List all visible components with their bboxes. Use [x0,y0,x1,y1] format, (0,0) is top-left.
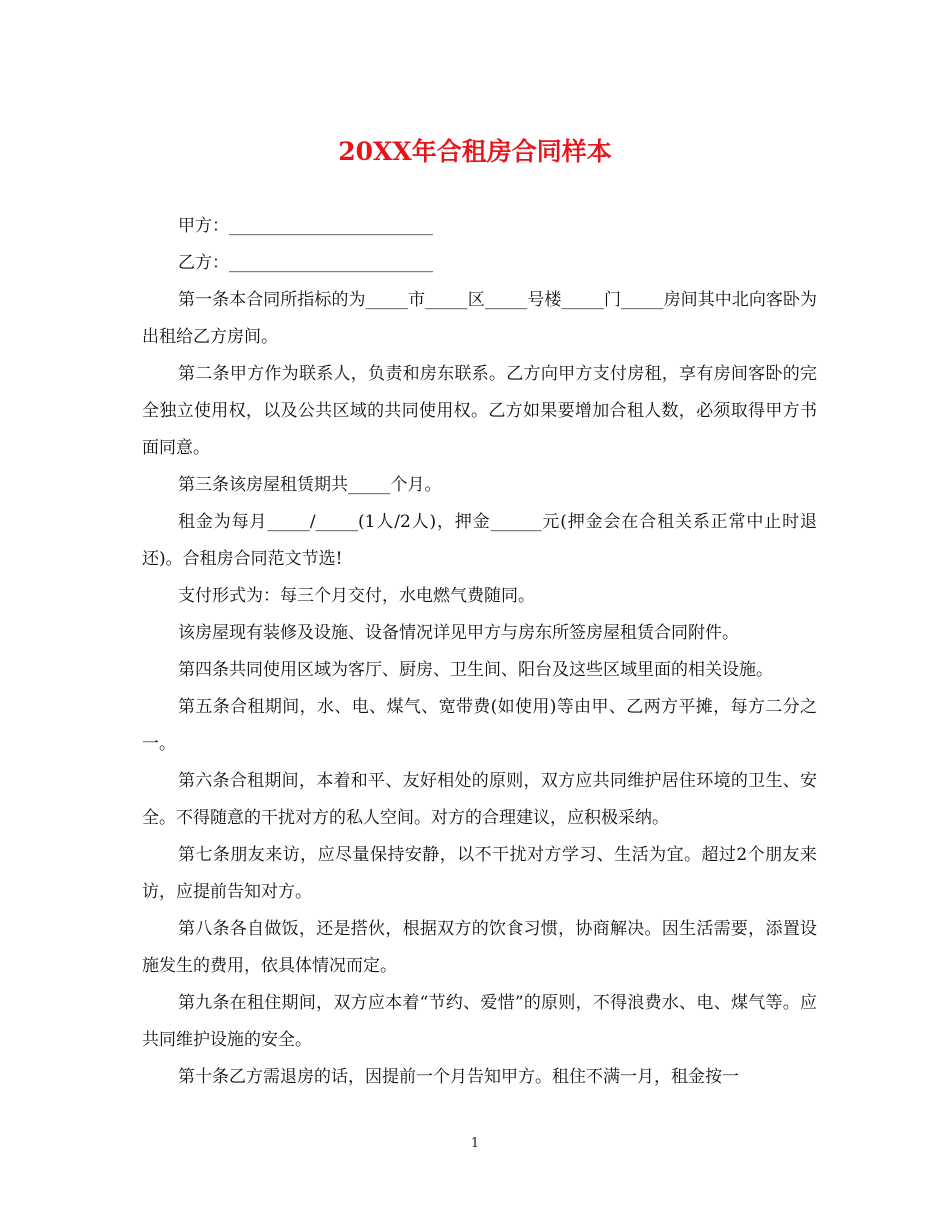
article-9: 第九条在租住期间，双方应本着“节约、爱惜”的原则，不得浪费水、电、煤气等。应共同维护设施的安全。 [142,993,817,1050]
party-b-line: 乙方：________________________ [178,253,433,273]
document-title: 20XX年合租房合同样本 [338,137,612,166]
payment-paragraph: 支付形式为：每三个月交付，水电燃气费随同。 [178,586,535,606]
article-2: 第二条甲方作为联系人，负责和房东联系。乙方向甲方支付房租，享有房间客卧的完全独立使用权，以及公共区域的共同使用权。乙方如果要增加合租人数，必须取得甲方书面同意。 [142,364,817,458]
page-number: 1 [470,1136,480,1151]
facilities-paragraph: 该房屋现有装修及设施、设备情况详见甲方与房东所签房屋租赁合同附件。 [178,623,739,643]
article-7: 第七条朋友来访，应尽量保持安静，以不干扰对方学习、生活为宜。超过2个朋友来访，应提前告知对方。 [142,845,817,902]
article-10: 第十条乙方需退房的话，因提前一个月告知甲方。租住不满一月，租金按一 [178,1067,739,1087]
article-6: 第六条合租期间，本着和平、友好相处的原则，双方应共同维护居住环境的卫生、安全。不得随意的干扰对方的私人空间。对方的合理建议，应积极采纳。 [142,771,817,828]
rent-paragraph: 租金为每月_____/_____(1人/2人)，押金______元(押金会在合租关系正常中止时退还)。合租房合同范文节选! [142,512,817,569]
article-4: 第四条共同使用区域为客厅、厨房、卫生间、阳台及这些区域里面的相关设施。 [178,660,773,680]
document-body [142,208,817,1096]
article-1: 第一条本合同所指标的为_____市_____区_____号楼_____门_____房间其中北向客卧为出租给乙方房间。 [142,290,817,347]
party-a-line: 甲方：________________________ [178,216,433,236]
article-5: 第五条合租期间，水、电、煤气、宽带费(如使用)等由甲、乙两方平摊，每方二分之一。 [142,697,817,754]
article-8: 第八条各自做饭，还是搭伙，根据双方的饮食习惯，协商解决。因生活需要，添置设施发生的费用，依具体情况而定。 [142,919,817,976]
article-3: 第三条该房屋租赁期共_____个月。 [178,475,442,495]
